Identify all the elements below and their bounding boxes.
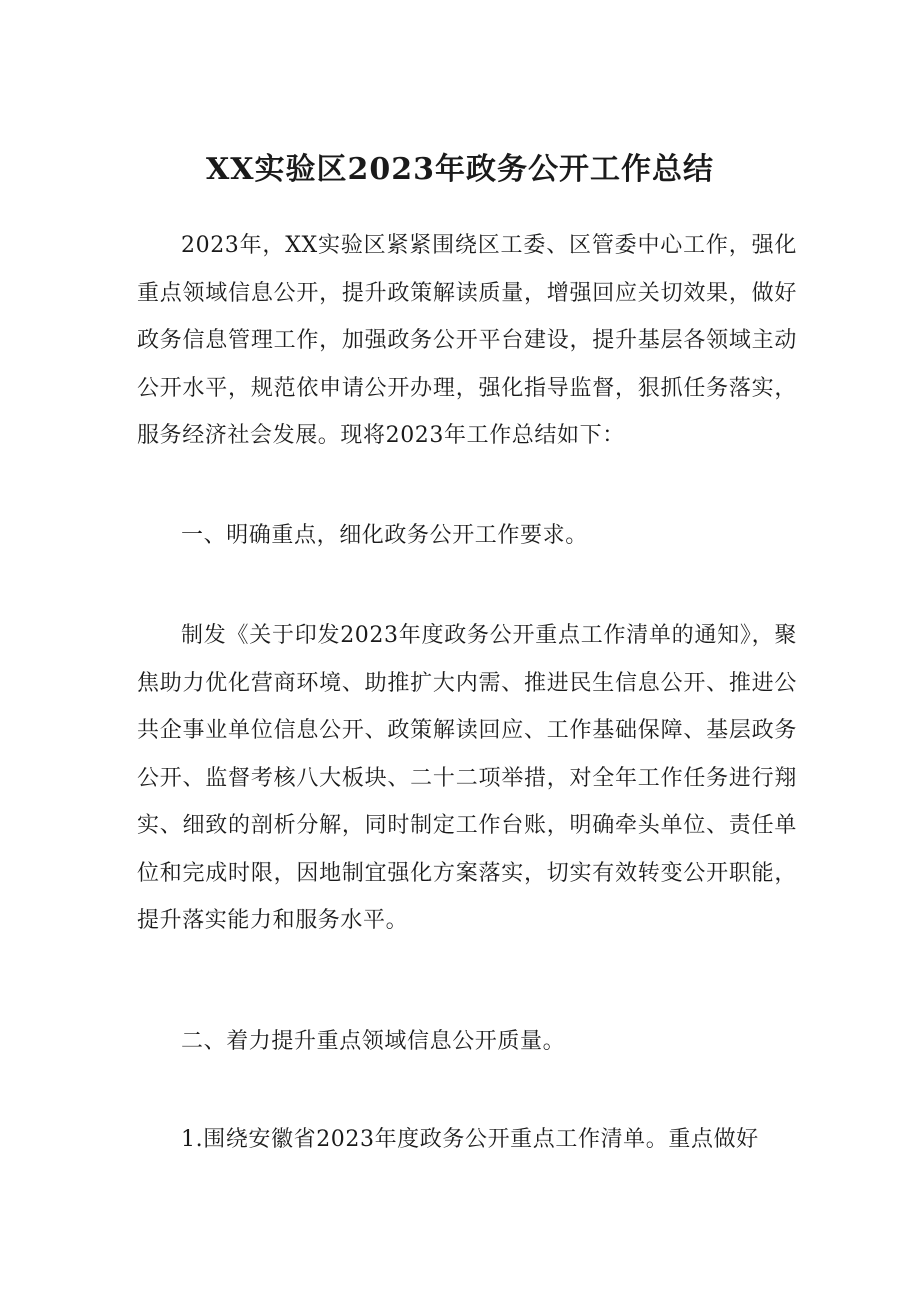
section-heading-2: 二、着力提升重点领域信息公开质量。 [181, 1029, 566, 1054]
section-heading-1: 一、明确重点，细化政务公开工作要求。 [181, 523, 588, 548]
document-title: XX实验区2023年政务公开工作总结 [205, 152, 715, 187]
section-1-paragraph: 制发《关于印发2023年度政务公开重点工作清单的通知》，聚焦助力优化营商环境、助推扩大内需、推进民生信息公开、推进公共企事业单位信息公开、政策解读回应、工作基础保障、基层政务公开、监督考核八大板块、二十二项举措，对全年工作任务进行翔实、细致的剖析分解，同时制定工作台账，明确牵头单位、责任单位和完成时限，因地制宜强化方案落实，切实有效转变公开职能，提升落实能力和服务水平。 [137, 623, 797, 933]
section-2-item-1: 1.围绕安徽省2023年度政务公开重点工作清单。重点做好 [181, 1127, 759, 1152]
intro-paragraph: 2023年，XX实验区紧紧围绕区工委、区管委中心工作，强化重点领域信息公开，提升政策解读质量，增强回应关切效果，做好政务信息管理工作，加强政务公开平台建设，提升基层各领域主动公开水平，规范依申请公开办理，强化指导监督，狠抓任务落实，服务经济社会发展。现将2023年工作总结如下： [137, 233, 797, 448]
